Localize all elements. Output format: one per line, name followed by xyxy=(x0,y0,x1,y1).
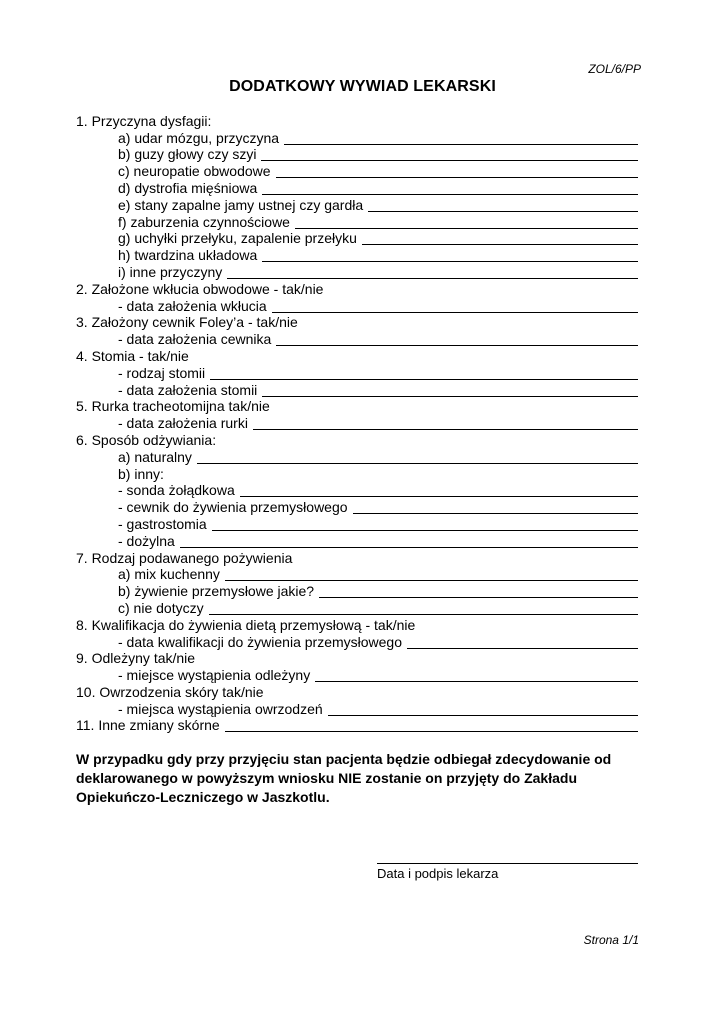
fill-in-line[interactable] xyxy=(362,244,638,245)
form-item-label: 8. Kwalifikacja do żywienia dietą przemysłową - tak/nie xyxy=(76,616,416,633)
fill-in-line[interactable] xyxy=(276,345,638,346)
form-item xyxy=(76,616,638,633)
fill-in-line[interactable] xyxy=(210,379,638,380)
form-subitem xyxy=(76,330,638,347)
form-item-label: g) uchyłki przełyku, zapalenie przełyku xyxy=(118,230,357,247)
fill-in-line[interactable] xyxy=(328,715,638,716)
fill-in-line[interactable] xyxy=(262,261,638,262)
form-subitem xyxy=(76,196,638,213)
form-subitem xyxy=(76,179,638,196)
form-item-label: b) żywienie przemysłowe jakie? xyxy=(118,583,315,600)
page-number: Strona 1/1 xyxy=(583,933,639,947)
form-item-label: - sonda żołądkowa xyxy=(118,482,235,499)
form-item-label: - data założenia rurki xyxy=(118,415,248,432)
form-item xyxy=(76,314,638,331)
form-item-label: 6. Sposób odżywiania: xyxy=(76,431,217,448)
form-item-label: a) naturalny xyxy=(118,448,192,465)
form-subitem xyxy=(76,582,638,599)
form-item-label: 4. Stomia - tak/nie xyxy=(76,347,189,364)
form-item-label: h) twardzina układowa xyxy=(118,247,258,264)
fill-in-line[interactable] xyxy=(272,312,638,313)
document-title: DODATKOWY WYWIAD LEKARSKI xyxy=(229,78,496,95)
form-item-label: - cewnik do żywienia przemysłowego xyxy=(118,499,348,516)
admission-notice: W przypadku gdy przy przyjęciu stan pacjenta będzie odbiegał zdecydowanie od deklarowanego w powyższym wniosku NIE zostanie on przyjęty do Zakładu Opiekuńczo-Leczniczego w Jaszkotlu. xyxy=(76,751,612,805)
fill-in-line[interactable] xyxy=(225,731,638,732)
form-item-label: b) inny: xyxy=(118,465,164,482)
form-subitem xyxy=(76,414,638,431)
form-subitem xyxy=(76,633,638,650)
fill-in-line[interactable] xyxy=(253,429,638,430)
fill-in-line[interactable] xyxy=(276,177,638,178)
form-item xyxy=(76,431,638,448)
fill-in-line[interactable] xyxy=(180,547,638,548)
form-subitem xyxy=(76,297,638,314)
form-item-label: 11. Inne zmiany skórne xyxy=(76,717,220,734)
signature-line[interactable] xyxy=(377,863,638,864)
form-item-label: a) mix kuchenny xyxy=(118,566,220,583)
fill-in-line[interactable] xyxy=(262,396,638,397)
fill-in-line[interactable] xyxy=(295,228,638,229)
form-item-label: - data założenia cewnika xyxy=(118,331,272,348)
form-item-label: d) dystrofia mięśniowa xyxy=(118,179,258,196)
form-item-label: 3. Założony cewnik Foley’a - tak/nie xyxy=(76,314,298,331)
form-item xyxy=(76,280,638,297)
fill-in-line[interactable] xyxy=(262,194,638,195)
form-item-label: i) inne przyczyny xyxy=(118,263,223,280)
form-subitem xyxy=(76,515,638,532)
form-item-label: - miejsca wystąpienia owrzodzeń xyxy=(118,700,323,717)
form-item-label: 2. Założone wkłucia obwodowe - tak/nie xyxy=(76,280,324,297)
form-subitem xyxy=(76,498,638,515)
form-subitem xyxy=(76,146,638,163)
fill-in-line[interactable] xyxy=(368,211,638,212)
form-item-label: b) guzy głowy czy szyi xyxy=(118,146,257,163)
form-subitem xyxy=(76,246,638,263)
form-item-label: 10. Owrzodzenia skóry tak/nie xyxy=(76,683,264,700)
fill-in-line[interactable] xyxy=(284,144,638,145)
fill-in-line[interactable] xyxy=(227,278,638,279)
interview-form xyxy=(76,112,638,733)
form-subitem xyxy=(76,532,638,549)
form-subitem xyxy=(76,162,638,179)
form-item-label: - dożylna xyxy=(118,532,175,549)
form-subitem xyxy=(76,364,638,381)
fill-in-line[interactable] xyxy=(315,681,638,682)
form-subitem xyxy=(76,566,638,583)
fill-in-line[interactable] xyxy=(261,160,638,161)
form-item xyxy=(76,398,638,415)
fill-in-line[interactable] xyxy=(209,614,638,615)
form-item-label: - data założenia stomii xyxy=(118,381,258,398)
form-subitem xyxy=(76,465,638,482)
form-item-label: - gastrostomia xyxy=(118,515,207,532)
form-item-label: 9. Odleżyny tak/nie xyxy=(76,650,196,667)
form-item-label: - rodzaj stomii xyxy=(118,364,206,381)
form-subitem xyxy=(76,700,638,717)
form-item xyxy=(76,650,638,667)
fill-in-line[interactable] xyxy=(319,597,638,598)
form-item-label: 1. Przyczyna dysfagii: xyxy=(76,112,212,129)
form-item xyxy=(76,112,638,129)
form-subitem xyxy=(76,482,638,499)
form-item xyxy=(76,683,638,700)
fill-in-line[interactable] xyxy=(212,530,638,531)
form-subitem xyxy=(76,230,638,247)
form-item-label: - data założenia wkłucia xyxy=(118,297,267,314)
form-item-label: c) neuropatie obwodowe xyxy=(118,163,271,180)
fill-in-line[interactable] xyxy=(225,580,638,581)
form-subitem xyxy=(76,448,638,465)
form-item xyxy=(76,549,638,566)
form-item-label: 7. Rodzaj podawanego pożywienia xyxy=(76,549,293,566)
fill-in-line[interactable] xyxy=(240,496,638,497)
form-item-label: f) zaburzenia czynnościowe xyxy=(118,213,290,230)
form-code: ZOL/6/PP xyxy=(588,62,641,76)
form-item-label: e) stany zapalne jamy ustnej czy gardła xyxy=(118,196,364,213)
form-item-label: - data kwalifikacji do żywienia przemysłowego xyxy=(118,633,403,650)
form-subitem xyxy=(76,129,638,146)
fill-in-line[interactable] xyxy=(353,513,638,514)
form-item-label: c) nie dotyczy xyxy=(118,599,204,616)
fill-in-line[interactable] xyxy=(197,463,638,464)
form-item xyxy=(76,717,638,734)
form-subitem xyxy=(76,381,638,398)
form-item-label: a) udar mózgu, przyczyna xyxy=(118,129,280,146)
form-item-label: 5. Rurka tracheotomijna tak/nie xyxy=(76,398,270,415)
form-subitem xyxy=(76,263,638,280)
form-subitem xyxy=(76,666,638,683)
signature-label: Data i podpis lekarza xyxy=(377,866,499,881)
form-item-label: - miejsce wystąpienia odleżyny xyxy=(118,667,311,684)
fill-in-line[interactable] xyxy=(407,648,638,649)
form-subitem xyxy=(76,599,638,616)
form-item xyxy=(76,347,638,364)
form-subitem xyxy=(76,213,638,230)
